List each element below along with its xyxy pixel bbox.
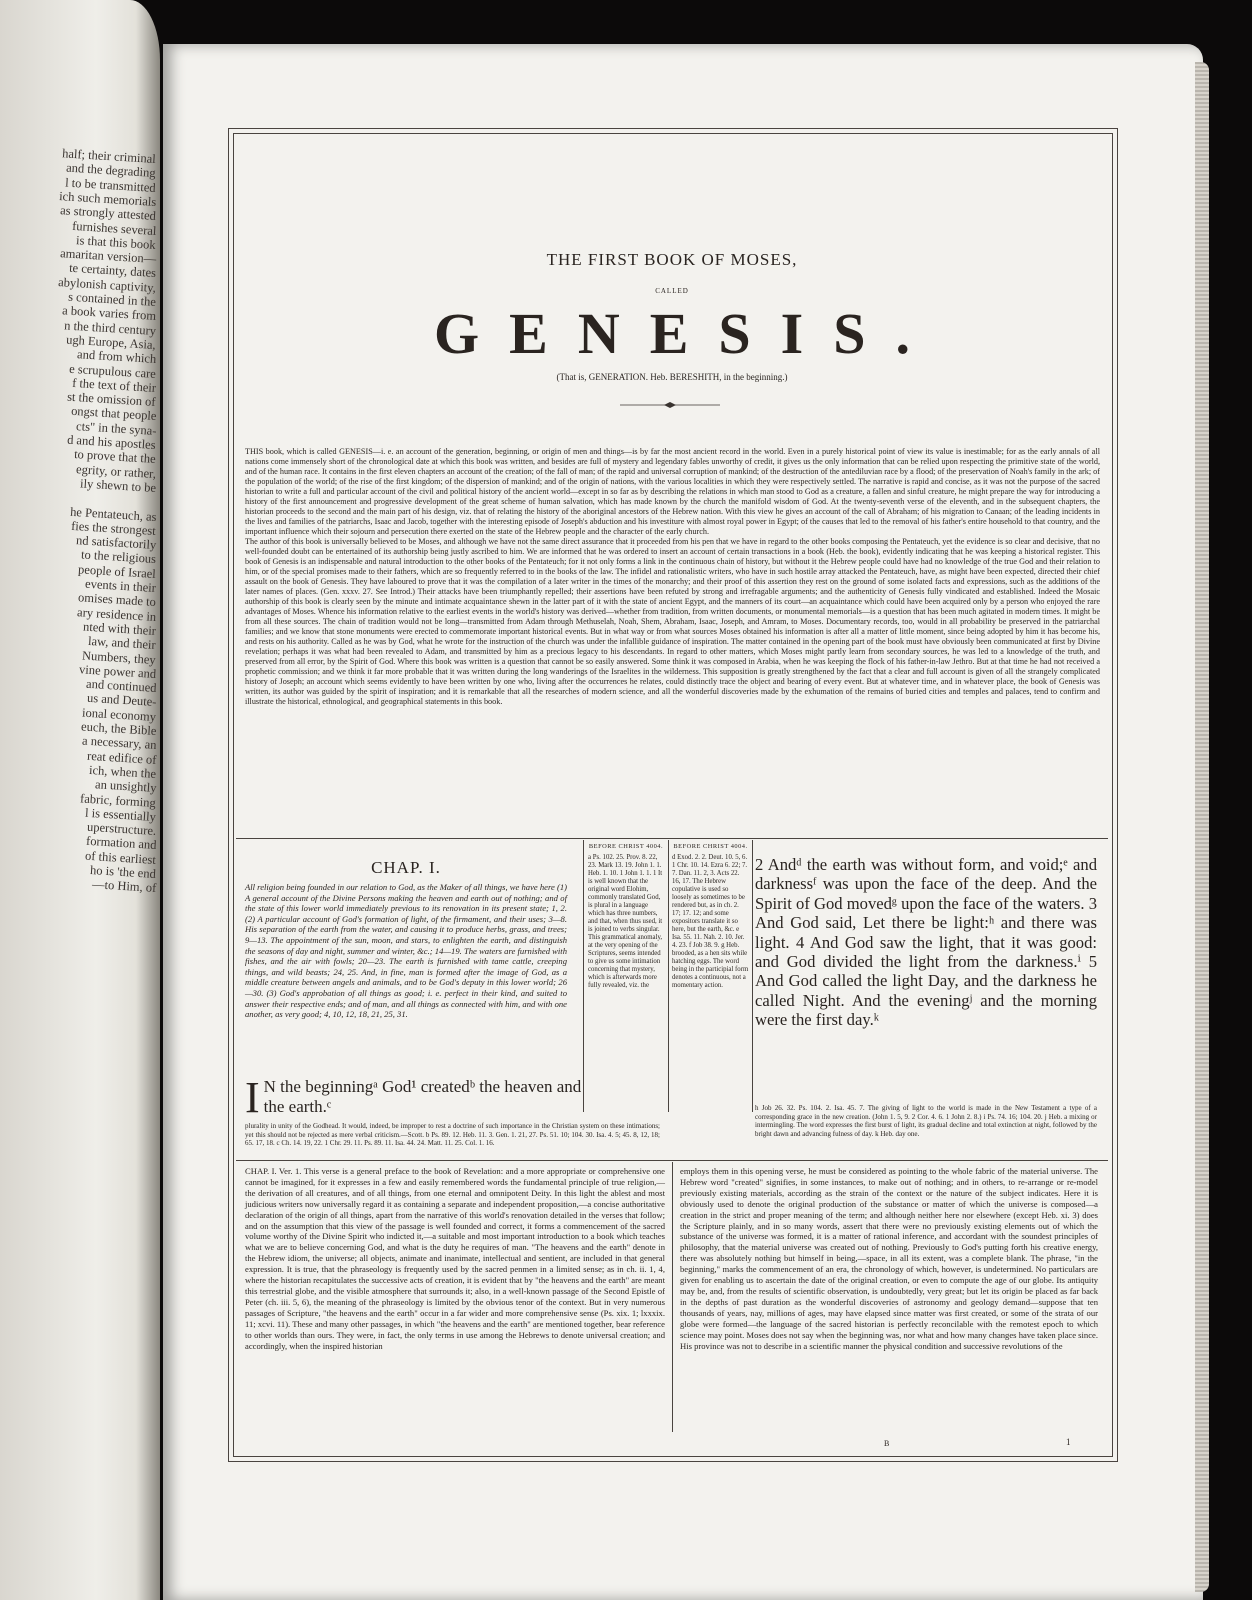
left-page-line: of this earliest: [84, 848, 157, 867]
left-page-line: and from which: [76, 347, 157, 367]
left-page-line: nted with their: [82, 619, 157, 638]
left-page-line: ho is 'the end: [89, 862, 157, 881]
left-page-line: ich such memorials: [58, 188, 157, 209]
left-page-line: l is essentially: [84, 805, 157, 824]
chapter-heading: CHAP. I.: [371, 858, 441, 877]
left-page-line: ily shewn to be: [79, 476, 157, 495]
left-page-line: a necessary, an: [81, 733, 157, 753]
left-page-line: nd satisfactorily: [75, 533, 157, 553]
book-pre-title: THE FIRST BOOK OF MOSES,: [546, 250, 798, 269]
commentary-left: CHAP. I. Ver. 1. This verse is a general preface to the book of Revelation: and a more appropriate or comprehensive one cannot be imagined, for it expresses in a few and easily remembered words the fundamental principle of true religion,—the derivation of all creatures, and of all things, from one eternal and omnipotent Deity. In this light the ablest and most judicious writers now universally regard it as containing a separate and independent proposition,—a concise authoritative declaration of the origin of all things, apart from the narrative of this world's renovation detailed in the verses that follow; and on the assumption that this view of the passage is well founded and correct, it forms a commencement of the sacred volume worthy of the Divine Spirit who indicted it,—a suitable and most important introduction to a book which teaches what we are to believe concerning God, and what is the duty he requires of man. "The heavens and the earth" denote in the Hebrew idiom, the universe; all objects, animate and inanimate, intellectual and sentient, are included in that general expression. It is true, that the phraseology is frequently used by the sacred penmen in a limited sense; as in ch. ii. 1, 4, where the historian recapitulates the successive acts of creation, it is evident that by "the heavens and the earth" are meant this terrestrial globe, and the visible atmosphere that surrounds it; also, in a well-known passage of the Second Epistle of Peter (ch. iii. 5, 6), the meaning of the phraseology is limited by the obvious tenor of the context. But in very numerous passages of Scripture, "the heavens and the earth" occur in a far wider and more comprehensive sense (Ps. xix. 1; lxxxix. 11; xcvi. 11). These and many other passages, in which "the heavens and the earth" are mentioned together, bear reference to other worlds than ours. They were, in fact, the only terms in use among the Hebrews to denote universal creation; and accordingly, when the inspired historian: [245, 1166, 665, 1351]
drop-cap: I: [245, 1073, 260, 1122]
margin-heading: BEFORE CHRIST 4004.: [588, 843, 664, 850]
footnote-right: h Job 26. 32. Ps. 104. 2. Isa. 45. 7. The giving of light to the world is made in the New Testament a type of a corresponding grace in the new creation. (John 1. 5, 9. 2 Cor. 4. 6. 1 John 2. 8.) i Ps. 74. 16; 104. 20. j Heb. a mixing or intermingling. The word expresses the first burst of light, its gradual decline and total extinction at night, followed by the bright dawn and advancing fulness of day. k Heb. day one.: [755, 1104, 1097, 1138]
margin-references-left: [588, 843, 664, 990]
left-page-line: formation and: [85, 834, 157, 853]
left-page-line: to the religious: [80, 547, 157, 567]
introduction: [245, 447, 1100, 707]
intro-paragraph: THIS book, which is called GENESIS—i. e. an account of the generation, beginning, or origin of men and things—is by far the most ancient record in the world. Even in a purely historical point of view its value is inestimable; for as the early annals of all nations come immensely short of the chronological date at which this book was written, and besides are full of mystery and legendary fables unworthy of credit, it gives us the only information that can be relied upon respecting the primitive state of the world, and of the human race. It contains in the first eleven chapters an account of the creation; of the fall of man; of the rapid and universal corruption of mankind; of the destruction of the antediluvian race by a flood; of the preservation of Noah's family in the ark; of the population of the world; of the rise of the first kingdom; of the dispersion of mankind; and of the origin of nations, with the various localities in which they were respectively settled. The narrative is rapid and concise, as it was not the purpose of the sacred historian to write a full and particular account of the civil and political history of the ancient world—except in so far as by describing the relations in which man stood to God as a creature, a fallen and sinful creature, he might prepare the way for introducing a history of the first announcement and progressive development of the great scheme of human salvation, which has made known by the church the manifold wisdom of God. At the twenty-seventh verse of the eleventh, and in the subsequent chapters, the historian proceeds to the second and the main part of his design, viz. that of relating the history of the aboriginal ancestors of the Hebrew nation. With this view he gives an account of the call of Abraham; of his migration to Canaan; of the leading incidents in the lives and families of the patriarchs, Isaac and Jacob, together with the interesting episode of Joseph's abduction and his investiture with almost royal power in Egypt; of the causes that led to the removal of his father's entire household to that country, and the important influence which their sojourn and persecution there exerted on the state of the Hebrew people and the character of the early church.: [245, 447, 1100, 536]
page-number: 1: [1066, 1437, 1071, 1447]
left-page-line: half; their criminal: [62, 146, 157, 166]
left-page-line: to prove that the: [74, 447, 157, 467]
verse-1-text: N the beginningᵃ God¹ createdᵇ the heaven and the earth.ᶜ: [263, 1077, 582, 1116]
left-page-line: events in their: [84, 576, 157, 595]
left-page-line: s contained in the: [67, 289, 157, 309]
left-page-line: furnishes several: [71, 218, 157, 238]
left-page-line: ional economy: [81, 705, 157, 724]
book-called: CALLED: [655, 287, 689, 295]
left-page-line: st the omission of: [67, 389, 157, 410]
verses-2-5: 2 Andᵈ the earth was without form, and void;ᵉ and darknessᶠ was upon the face of the deep. And the Spirit of God movedᵍ upon the face of the waters. 3 And God said, Let there be light:ʰ and there was light. 4 And God saw the light, that it was good: and God divided the light from the darkness.ⁱ 5 And God called the light Day, and the darkness he called Night. And the eveningʲ and the morning were the first day.ᵏ: [755, 855, 1097, 1030]
left-page-line: d and his apostles: [67, 432, 157, 452]
left-page-line: egrity, or rather,: [75, 461, 157, 481]
left-page-line: f the text of their: [71, 375, 157, 395]
left-page-line: an unsightly: [94, 777, 157, 796]
left-page-line: fies the strongest: [71, 518, 157, 538]
rule-commentary-mid: [672, 1162, 673, 1432]
left-page-line: people of Israel: [77, 561, 157, 581]
left-page-line: as strongly attested: [59, 203, 157, 224]
left-page-line: abylonish captivity,: [57, 274, 157, 295]
ornament-divider-icon: [620, 402, 720, 408]
rule-margin-col-left: [583, 840, 584, 1112]
left-page-line: uperstructure.: [86, 819, 157, 839]
footnote-left: plurality in unity of the Godhead. It would, indeed, be improper to rest a doctrine of such importance in the Christian system on these intimations; yet this should not be rejected as mere verbal criticism.—Scott. b Ps. 89. 12. Heb. 11. 3. Gen. 1. 21, 27. Ps. 51. 10; 104. 30. Isa. 4. 5; 45. 8, 12, 18; 65. 17, 18. c Ch. 14. 19, 22. 1 Chr. 29. 11. Ps. 89. 11. Isa. 44. 24. Matt. 11. 25. Col. 1. 16.: [245, 1122, 660, 1147]
left-page-line: euch, the Bible: [80, 719, 157, 738]
margin-body: d Exod. 2. 2. Deut. 10. 5, 6. 1 Chr. 10. 14. Ezra 6. 22; 7. 7. Dan. 11. 2, 3. Acts 22. 16, 17. The Hebrew copulative is used so loosely as sometimes to be rendered but, as in ch. 2. 17; 17. 12; and some expositors translate it so here, but the earth, &c. e Isa. 55. 11. Nah. 2. 10. Jer. 4. 23. f Job 38. 9. g Heb. brooded, as a hen sits while hatching eggs. The word being in the participial form denotes a continuous, not a momentary action.: [672, 854, 749, 989]
rule-notes-top: [236, 1160, 1108, 1161]
left-page-line: he Pentateuch, as: [69, 504, 157, 524]
left-page-line: ongst that people: [70, 404, 157, 424]
chapter-summary: All religion being founded in our relation to God, as the Maker of all things, we have here (1) A general account of the Divine Persons making the heaven and earth out of nothing; and of the state of this lower world immediately previous to its renovation in its present state; 1, 2. (2) A particular account of God's formation of light, of the firmament, and their uses; 3—8. His separation of the earth from the water, and causing it to produce herbs, grass, and trees; 9—13. The appointment of the sun, moon, and stars, to enlighten the earth, and distinguish the seasons of day and night, summer and winter, &c.; 14—19. The waters are furnished with fishes, and the air with fowls; 20—23. The earth is furnished with tame cattle, creeping things, and wild beasts; 24, 25. And, in fine, man is formed after the image of God, as a middle creature between angels and animals, and to be God's deputy in this lower world; 26—30. (3) God's approbation of all things as good; i. e. perfect in their kind, and suited to answer their respective ends; and of man, and all things as connected with him, and with one another, as very good; 4, 10, 12, 18, 21, 25, 31.: [245, 882, 567, 1020]
margin-references-right: [672, 843, 749, 990]
left-page-line: us and Deute-: [86, 691, 157, 710]
left-page-line: vine power and: [78, 662, 157, 681]
rule-intro-bottom: [236, 838, 1108, 839]
left-page-line: l to be transmitted: [65, 175, 157, 195]
left-page-line: is that this book: [76, 232, 157, 252]
rule-margin-col-mid: [668, 840, 669, 1112]
margin-body: a Ps. 102. 25. Prov. 8. 22, 23. Mark 13. 19. John 1. 1. Heb. 1. 10. 1 John 1. 1. 1 It is well known that the original word Elohim, commonly translated God, is plural in a language which has three numbers, and that, when thus used, it is joined to verbs singular. This grammatical anomaly, at the very opening of the Scriptures, seems intended to give us some intimation concerning that mystery, which is afterwards more fully revealed, viz. the: [588, 854, 663, 989]
left-page-line: and the degrading: [66, 160, 157, 181]
left-page-line: te certainty, dates: [68, 261, 157, 281]
margin-heading: BEFORE CHRIST 4004.: [673, 843, 748, 850]
left-page-line: a book varies from: [61, 303, 157, 324]
rule-margin-col-right: [752, 840, 753, 1112]
page-edge: [1195, 62, 1209, 1592]
left-page-line: fabric, forming: [80, 790, 157, 810]
left-page-line: —to Him, of: [91, 877, 157, 896]
left-page-line: ugh Europe, Asia,: [66, 332, 157, 352]
left-page-line: amaritan version—: [59, 246, 157, 267]
verse-1: [245, 1073, 583, 1122]
left-page-line: reat edifice of: [86, 748, 157, 767]
left-page-line: cts" in the syna-: [75, 418, 157, 438]
book-title: GENESIS.: [434, 301, 940, 366]
commentary-right: employs them in this opening verse, he must be considered as pointing to the whole fabric of the material universe. The Hebrew word "created" signifies, in some instances, to make out of nothing; and in others, to re-arrange or re-model previously existing materials, according as the strain of the context or the nature of the subject indicates. Here it is obviously used to denote the original production of the substance or matter of which the universe is composed—a creation in the strict and proper meaning of the term; and although neither here nor elsewhere (except Heb. xi. 3) does the Scripture plainly, and in so many words, assert that there were no previously existing elements out of which the substance of the universe was formed, it is a matter of rational inference, and accordant with the soundest principles of philosophy, that the material universe was created out of nothing. Previously to God's putting forth his creative energy, there was absolutely nothing but himself in being,—space, in all its extent, was a complete blank. The phrase, "in the beginning," marks the commencement of an era, the chronology of which, however, is undetermined. No particulars are given for enabling us to ascertain the date of the original creation, or even to compute the age of our globe. Its antiquity may be, and, from the results of scientific observation, is undoubtedly, very great; but let its origin be placed as far back in the depths of past duration as the wonderful discoveries of astronomy and geology demand—suppose that ten thousands of years, nay, millions of ages, may have elapsed since matter was first created, or some of the strata of our globe were formed—the language of the sacred historian is perfectly reconcilable with the remotest epoch to which science may point. Moses does not say when the beginning was, nor what and how many changes have taken place since. His province was not to describe in a scientific manner the physical condition and successive revolutions of the: [680, 1166, 1098, 1351]
left-page-line: e scrupulous care: [68, 361, 157, 381]
left-page-line: and continued: [85, 676, 157, 696]
left-page-line: law, and their: [88, 634, 157, 653]
left-page-line: Numbers, they: [82, 648, 157, 667]
left-page-line: ich, when the: [88, 762, 157, 781]
signature-mark: B: [884, 1439, 890, 1448]
intro-paragraph: The author of this book is universally believed to be Moses, and although we have not the same direct assurance that it proceeded from his pen that we have in regard to the other books composing the Pentateuch, yet the evidence is so clear and decisive, that no well-founded doubt can be entertained of its authorship being justly ascribed to him. We are informed that he was ordered to insert an account of certain transactions in a book (Heb. the book), evidently indicating that he was keeping a historical register. This book of Genesis is an indispensable and natural introduction to the other books of the Pentateuch; for it not only forms a link in the continuous chain of history, but without it the Hebrew people could have had no knowledge of the true God and their relation to him, or of the special promises made to their fathers, which are so frequently referred to in the books of the law. The infidel and rationalistic writers, who have in such hostile array attacked the Pentateuch, have, as might have been expected, directed their chief assault on the book of Genesis. They have laboured to prove that it was the compilation of a later writer in the times of the monarchy; and their proof of this assertion they rest on the ground of some isolated facts and expressions, such as the additions of the later names of places. (Gen. xxxv. 27. See Introd.) Their attacks have been triumphantly repelled; their assertions have been refuted by strong and irrefragable arguments; and the authenticity of Genesis fully vindicated and established. Indeed the Mosaic authorship of this book is clearly seen by the minute and intimate acquaintance shewn in the latter part of it with the state of ancient Egypt, and the manners of its court—an acquaintance which could have been acquired only by a person who enjoyed the rare advantages of Moses. Whence his information relative to the earliest events in the world's history was derived—whether from tradition, from written documents, or monumental memorials—is a question that has been much agitated in modern times. It might be from all these sources. The chain of tradition would not be long—transmitted from Adam through Methuselah, Noah, Shem, Abraham, Isaac, Joseph, and Amram, to Moses. Documentary records, too, would in all probability be preserved in the patriarchal families; and we know that stone monuments were erected to commemorate important historical events. But in what way or from what sources Moses obtained his information is after all a matter of little moment, since being adopted by him it has become his, and rests on his authority. Called as he was by God, what he wrote for the instruction of the church was under the infallible guidance of inspiration. The matter contained in the opening part of the book must have obviously been communicated at first by Divine revelation; perhaps it was what had been revealed to Adam, and transmitted by him as a precious legacy to his descendants. In regard to other matters, which Moses might partly learn from secondary sources, he was led to a knowledge of the truth, and preserved from all error, by the Spirit of God. Where this book was written is a question that cannot be so easily answered. Some think it was composed in Arabia, when he was keeping the flock of his father-in-law Jethro. But at that time he had not received a prophetic commission; and we think it far more probable that it was written during the long wanderings of the Israelites in the wilderness. This supposition is greatly strengthened by the fact that a clear and full account is given of all the strangely complicated history of Joseph; an account which seems evidently to have been written by one who, living after the occurrences he relates, could distinctly trace the object and bearing of every event. But at whatever time, and in whatever place, the book of Genesis was written, its author was guided by the spirit of inspiration; and it is remarkable that all the researches of modern science, and all the wonderful discoveries made by the exhumation of the remains of buried cities and temples and palaces, tend to confirm and illustrate the historical, ethnological, and geographical statements in this book.: [245, 537, 1100, 706]
left-page-line: n the third century: [63, 317, 157, 338]
left-page-line: ary residence in: [76, 604, 157, 624]
left-page-line: omises made to: [77, 590, 157, 610]
book-subtitle: (That is, GENERATION. Heb. BERESHITH, in the beginning.): [556, 372, 788, 382]
left-page: [0, 0, 160, 1600]
